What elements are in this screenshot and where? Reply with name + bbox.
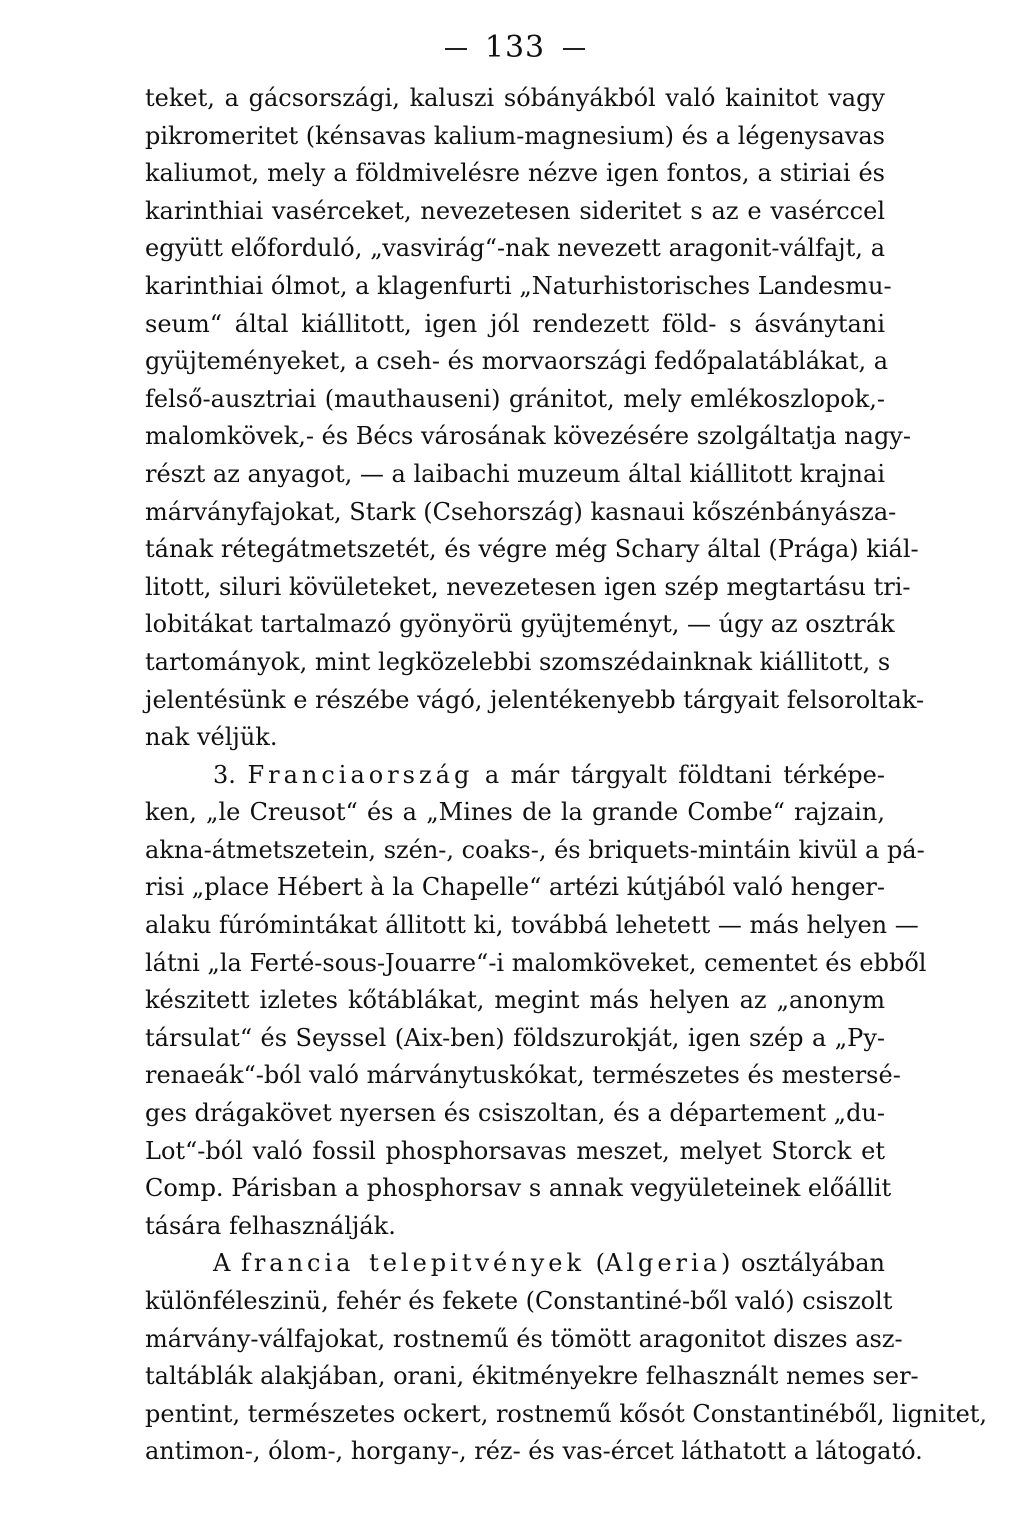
text-line: antimon-, ólom-, horgany-, réz- és vas-ércet láthatott a látogató. <box>145 1437 923 1466</box>
spaced-heading: Franciaország <box>247 760 474 789</box>
paragraph-3 <box>145 1245 988 1471</box>
text-line: Comp. Párisban a phosphorsav s annak vegyületeinek előállit <box>145 1174 892 1203</box>
text-line: akna-átmetszetein, szén-, coaks-, és briquets-mintáin kivül a pá- <box>145 835 925 864</box>
text-span: ( <box>595 1249 605 1278</box>
text-line: alaku fúrómintákat állitott ki, továbbá lehetett — más helyen — <box>145 911 919 940</box>
text-line: renaeák“-ból való márványtuskókat, természetes és mestersé- <box>145 1061 901 1090</box>
text-line: nak véljük. <box>145 723 278 752</box>
text-line: márvány-válfajokat, rostnemű és tömött aragonitot diszes asz- <box>145 1324 903 1353</box>
page-number: 133 <box>484 30 546 65</box>
text-line: kaliumot, mely a földmivelésre nézve igen fontos, a stiriai és <box>145 159 885 188</box>
text-line: ken, „le Creusot“ és a „Mines de la grande Combe“ rajzain, <box>145 798 885 827</box>
text-line: risi „place Hébert à la Chapelle“ artézi kútjából való henger- <box>145 873 885 902</box>
text-span: a már tárgyalt földtani térképe- <box>484 760 885 789</box>
text-line: társulat“ és Seyssel (Aix-ben) földszurokját, igen szép a „Py- <box>145 1023 885 1052</box>
text-line: pikromeritet (kénsavas kalium-magnesium) és a légenysavas <box>145 121 885 150</box>
text-line: litott, siluri kövületeket, nevezetesen igen szép megtartásu tri- <box>145 572 911 601</box>
text-line: részt az anyagot, — a laibachi muzeum által kiállitott krajnai <box>145 459 885 488</box>
text-span: A <box>213 1249 231 1278</box>
header-dash-left <box>445 48 467 50</box>
document-page <box>145 30 988 1471</box>
text-line: seum“ által kiállitott, igen jól rendezett föld- s ásványtani <box>145 309 885 338</box>
text-line: malomkövek,- és Bécs városának kövezésére szolgáltatja nagy- <box>145 422 911 451</box>
text-line: teket, a gácsországi, kaluszi sóbányákból való kainitot vagy <box>145 84 885 112</box>
text-line: együtt előforduló, „vasvirág“-nak nevezett aragonit-válfajt, a <box>145 234 885 263</box>
text-line: Lot“-ból való fossil phosphorsavas meszet, melyet Storck et <box>145 1136 885 1165</box>
text-line: látni „la Ferté-sous-Jouarre“-i malomköveket, cementet és ebből <box>145 948 927 977</box>
text-line <box>145 757 885 795</box>
text-line: karinthiai ólmot, a klagenfurti „Naturhistorisches Landesmu- <box>145 271 892 300</box>
paragraph-1 <box>145 80 925 757</box>
text-line: tának rétegátmetszetét, és végre még Schary által (Prága) kiál- <box>145 535 919 564</box>
page-header <box>145 30 885 80</box>
spaced-heading: francia telepitvények <box>240 1249 586 1278</box>
text-line: készitett izletes kőtáblákat, megint más helyen az „anonym <box>145 986 885 1015</box>
spaced-heading: Algeria <box>604 1249 722 1278</box>
text-line: karinthiai vasérceket, nevezetesen sideritet s az e vasérccel <box>145 196 885 225</box>
section-number: 3. <box>213 760 236 789</box>
text-span: ) osztályában <box>721 1249 885 1278</box>
text-line: pentint, természetes ockert, rostnemű kősót Constantinéből, lignitet, <box>145 1399 988 1428</box>
text-line: lobitákat tartalmazó gyönyörü gyüjteményt, — úgy az osztrák <box>145 610 895 639</box>
header-dash-right <box>563 48 585 50</box>
text-line: tartományok, mint legközelebbi szomszédainknak kiállitott, s <box>145 647 891 676</box>
text-line: ges drágakövet nyersen és csiszoltan, és a département „du- <box>145 1099 885 1128</box>
text-line: gyüjteményeket, a cseh- és morvaországi fedőpalatáblákat, a <box>145 347 889 376</box>
text-line: márványfajokat, Stark (Csehország) kasnaui kőszénbányásza- <box>145 497 897 526</box>
text-line: különféleszinü, fehér és fekete (Constantiné-ből való) csiszolt <box>145 1287 893 1315</box>
paragraph-2 <box>145 757 927 1246</box>
text-line: jelentésünk e részébe vágó, jelentékenyebb tárgyait felsoroltak- <box>145 685 925 714</box>
text-line: tására felhasználják. <box>145 1211 396 1240</box>
text-line: taltáblák alakjában, orani, ékitményekre felhasznált nemes ser- <box>145 1362 919 1391</box>
text-line: felső-ausztriai (mauthauseni) gránitot, mely emlékoszlopok,- <box>145 384 885 413</box>
text-line <box>145 1245 885 1283</box>
